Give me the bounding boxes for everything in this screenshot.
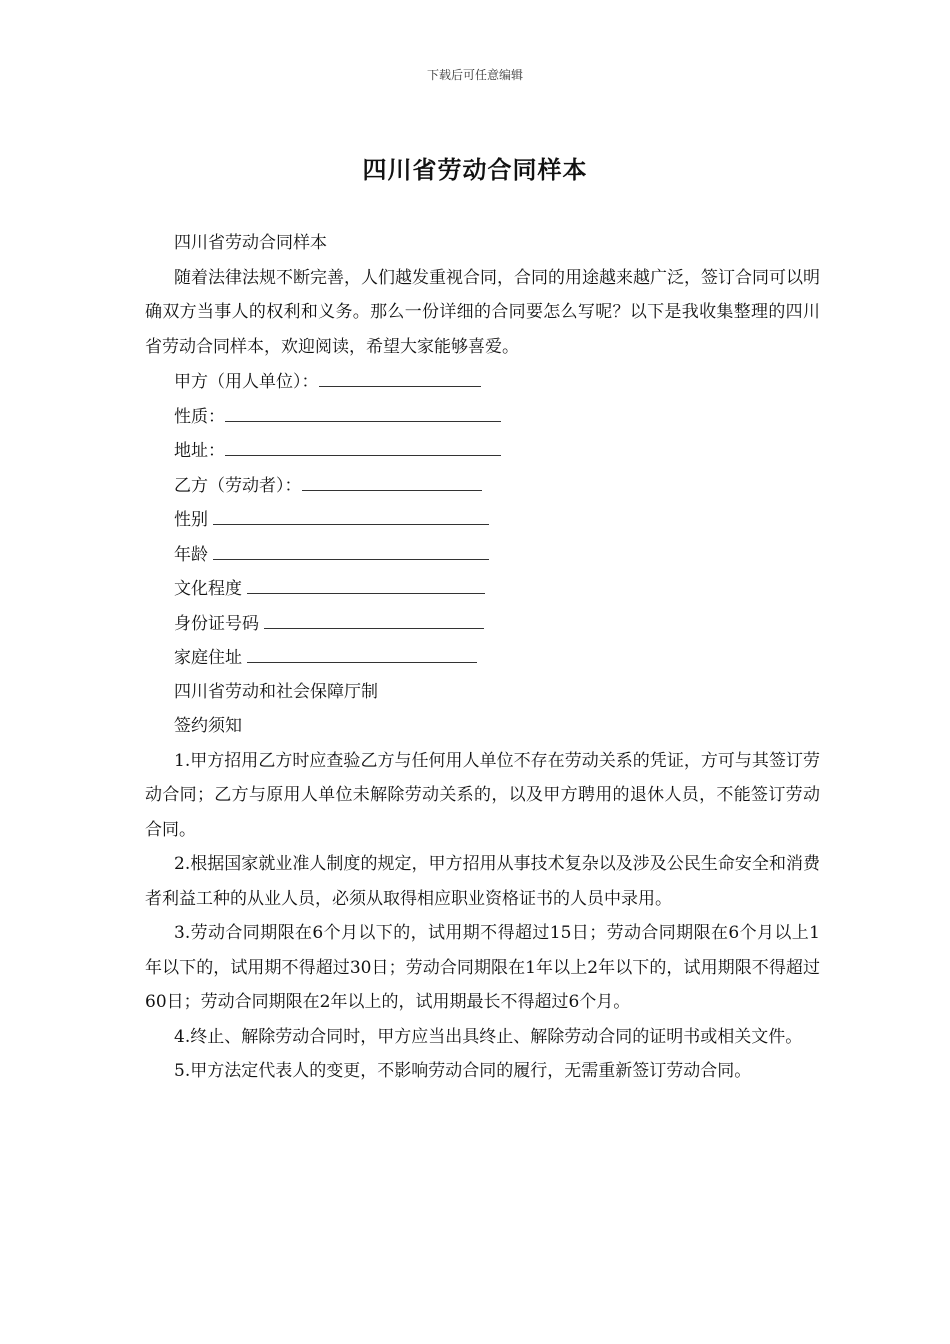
field-label: 甲方（用人单位）： <box>174 372 319 392</box>
field-blank[interactable] <box>213 502 489 525</box>
field-blank[interactable] <box>247 571 485 594</box>
document-body <box>145 226 820 1089</box>
notice-item: 2.根据国家就业准人制度的规定，甲方招用从事技术复杂以及涉及公民生命安全和消费者利益工种的从业人员，必须从取得相应职业资格证书的人员中录用。 <box>145 854 820 909</box>
field-label: 年龄 <box>174 544 208 565</box>
notice-item: 1.甲方招用乙方时应查验乙方与任何用人单位不存在劳动关系的凭证，方可与其签订劳动合同；乙方与原用人单位未解除劳动关系的，以及甲方聘用的退休人员，不能签订劳动合同。 <box>145 750 820 840</box>
field-age <box>145 537 820 572</box>
field-nature <box>145 399 820 434</box>
field-blank[interactable] <box>225 399 501 422</box>
notice-item: 4.终止、解除劳动合同时，甲方应当出具终止、解除劳动合同的证明书或相关文件。 <box>174 1026 803 1047</box>
field-id-number <box>145 606 820 641</box>
field-blank[interactable] <box>264 606 484 629</box>
field-blank[interactable] <box>247 640 477 663</box>
field-blank[interactable] <box>302 468 482 491</box>
field-label: 地址： <box>174 441 225 461</box>
field-employee <box>145 468 820 503</box>
field-label: 身份证号码 <box>174 613 259 634</box>
intro-heading: 四川省劳动合同样本 <box>174 233 327 253</box>
field-blank[interactable] <box>319 364 481 387</box>
field-gender <box>145 502 820 537</box>
field-label: 性别 <box>174 510 208 530</box>
document-title: 四川省劳动合同样本 <box>362 155 588 184</box>
notice-heading: 签约须知 <box>174 716 242 736</box>
field-blank[interactable] <box>213 537 489 560</box>
field-address <box>145 433 820 468</box>
field-home-address <box>145 640 820 675</box>
notice-item: 3.劳动合同期限在6个月以下的，试用期不得超过15日；劳动合同期限在6个月以上1年以下的，试用期不得超过30日；劳动合同期限在1年以上2年以下的，试用期限不得超过60日；劳动合同期限在2年以上的，试用期最长不得超过6个月。 <box>145 923 820 1012</box>
field-blank[interactable] <box>225 433 501 456</box>
issuer-line: 四川省劳动和社会保障厅制 <box>174 681 378 702</box>
field-label: 家庭住址 <box>174 648 242 668</box>
notice-item: 5.甲方法定代表人的变更，不影响劳动合同的履行，无需重新签订劳动合同。 <box>174 1061 752 1081</box>
field-label: 文化程度 <box>174 579 242 599</box>
field-employer <box>145 364 820 399</box>
header-note: 下载后可任意编辑 <box>426 68 523 82</box>
field-label: 性质： <box>174 406 225 427</box>
field-education <box>145 571 820 606</box>
intro-paragraph: 随着法律法规不断完善，人们越发重视合同，合同的用途越来越广泛，签订合同可以明确双方当事人的权利和义务。那么一份详细的合同要怎么写呢？以下是我收集整理的四川省劳动合同样本，欢迎阅读，希望大家能够喜爱。 <box>145 267 820 357</box>
field-label: 乙方（劳动者）： <box>174 475 302 496</box>
